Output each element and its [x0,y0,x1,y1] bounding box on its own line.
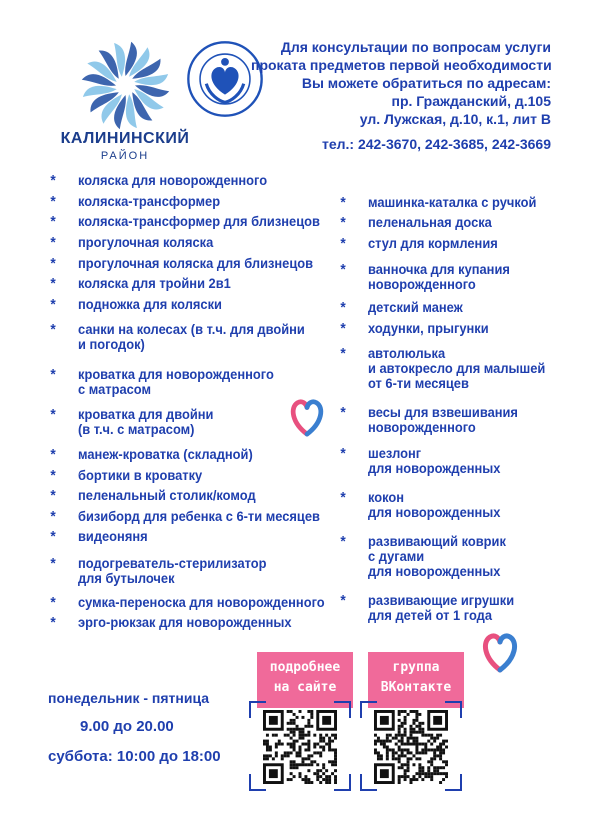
qr-frame [248,700,352,792]
left-list-item-text: бизиборд для ребенка с 6-ти месяцев [78,508,320,524]
left-list-item-text: для бутылочек [78,570,175,586]
left-list-item [50,446,253,463]
bullet-icon: * [340,194,346,211]
right-list-item-text: машинка-каталка с ручкой [368,194,537,210]
left-list-item [50,594,325,611]
right-list-item-text: детский манеж [368,299,463,315]
district-emblem-icon [78,38,173,133]
left-list-item-text: коляска для тройни 2в1 [78,275,231,291]
right-list-item [340,235,498,252]
address-line: ул. Лужская, д.10, к.1, лит В [359,111,551,127]
heart-icon [480,630,520,674]
right-list-item [340,345,546,391]
district-logo [50,38,200,163]
bullet-icon: * [340,320,346,337]
bullet-icon: * [50,213,56,230]
right-list-item [340,261,510,292]
left-list-item-text: прогулочная коляска [78,234,214,250]
right-list-item-text: от 6-ти месяцев [368,375,469,391]
right-list-item-text: новорожденного [368,276,476,292]
right-list-item-text: ванночка для купания [368,261,510,277]
left-list-item-text: манеж-кроватка (складной) [78,446,253,462]
right-list-item-text: развивающие игрушки [368,592,515,608]
right-list-item-text: для новорожденных [368,504,501,520]
phone-numbers: тел.: 242-3670, 242-3685, 242-3669 [321,136,551,152]
right-list-item-text: новорожденного [368,419,476,435]
right-list-item-text: для детей от 1 года [368,607,492,623]
right-list-item [340,404,518,435]
left-list-item [50,255,314,272]
left-list-item-text: коляска для новорожденного [78,172,268,188]
left-list-item-text: с матрасом [78,381,151,397]
left-list-item-text: эрго-рюкзак для новорожденных [78,614,292,630]
bullet-icon: * [340,445,346,462]
bullet-icon: * [50,467,56,484]
heart-icon [288,396,326,438]
bullet-icon: * [50,275,56,292]
left-list-item [50,296,222,313]
left-list-item [50,321,305,352]
left-list-item [50,487,256,504]
right-list-item-text: для новорожденных [368,563,501,579]
right-list-item [340,489,501,520]
left-list-item [50,193,221,210]
left-list-item-text: кроватка для двойни [78,406,214,422]
bullet-icon: * [50,555,56,572]
left-list-item-text: (в т.ч. с матрасом) [78,421,195,437]
bullet-icon: * [340,345,346,362]
right-list-item [340,194,537,211]
left-list-item-text: бортики в кроватку [78,467,203,483]
left-list-item-text: кроватка для новорожденного [78,366,274,382]
bullet-icon: * [50,528,56,545]
right-list-item [340,299,463,316]
contact-line: проката предметов первой необходимости [251,57,552,73]
left-list-item [50,172,268,189]
left-list-item-text: пеленальный столик/комод [78,487,256,503]
right-list-item [340,592,515,623]
left-list-item-text: санки на колесах (в т.ч. для двойни [78,321,305,337]
bullet-icon: * [340,592,346,609]
address-line: пр. Гражданский, д.105 [391,93,551,109]
bullet-icon: * [50,508,56,525]
schedule-weekday-hours: 9.00 до 20.00 [80,718,174,735]
bullet-icon: * [340,533,346,550]
right-list-item-text: развивающий коврик [368,533,506,549]
bullet-icon: * [340,299,346,316]
right-list-item-text: ходунки, прыгунки [368,320,489,336]
left-list-item-text: прогулочная коляска для близнецов [78,255,314,271]
contact-line: Вы можете обратиться по адресам: [301,75,551,91]
left-list-item-text: коляска-трансформер для близнецов [78,213,320,229]
website-link-label: подробнее [269,660,341,675]
bullet-icon: * [50,446,56,463]
bullet-icon: * [340,404,346,421]
left-list-item [50,275,231,292]
website-link-label: на сайте [273,680,337,695]
right-list-item-text: автолюлька [368,345,446,361]
left-list-item-text: подогреватель-стерилизатор [78,555,267,571]
right-list-item-text: шезлонг [368,445,422,461]
right-list-item-text: с дугами [368,548,425,564]
left-list-item-text: и погодок) [78,336,145,352]
left-list-item-text: подножка для коляски [78,296,222,312]
bullet-icon: * [50,366,56,383]
left-list-item [50,366,274,397]
bullet-icon: * [50,234,56,251]
right-list-item-text: для новорожденных [368,460,501,476]
bullet-icon: * [50,406,56,423]
qr-frame [359,700,463,792]
right-list-item-text: стул для кормления [368,235,498,251]
left-list-item [50,467,203,484]
right-list-item-text: весы для взвешивания [368,404,518,420]
district-subtitle: РАЙОН [100,150,150,162]
left-list-item-text: коляска-трансформер [78,193,221,209]
bullet-icon: * [50,172,56,189]
contact-info [251,38,551,128]
left-list-item [50,528,148,545]
right-list-item [340,533,506,579]
bullet-icon: * [50,321,56,338]
right-list-item-text: пеленальная доска [368,214,492,230]
left-list-item [50,508,320,525]
bullet-icon: * [50,487,56,504]
right-list-item-text: кокон [368,489,405,505]
right-list-item [340,445,501,476]
right-list-item [340,214,492,231]
bullet-icon: * [50,193,56,210]
schedule-saturday: суббота: 10:00 до 18:00 [48,748,221,765]
right-list-item-text: и автокресло для малышей [368,360,546,376]
bullet-icon: * [50,296,56,313]
bullet-icon: * [340,235,346,252]
district-name: КАЛИНИНСКИЙ [60,130,190,147]
vk-group-link-label: ВКонтакте [380,680,452,695]
left-list-item-text: видеоняня [78,528,148,544]
bullet-icon: * [340,261,346,278]
left-list-item-text: сумка-переноска для новорожденного [78,594,325,610]
left-list-item [50,555,267,586]
bullet-icon: * [340,489,346,506]
right-list-item [340,320,489,337]
vk-group-link-label: группа [392,660,440,675]
bullet-icon: * [50,614,56,631]
left-list-item [50,406,214,437]
bullet-icon: * [50,255,56,272]
left-list-item [50,234,214,251]
left-list-item [50,213,320,230]
bullet-icon: * [340,214,346,231]
schedule-weekdays: понедельник - пятница [48,690,210,706]
contact-line: Для консультации по вопросам услуги [280,39,551,55]
bullet-icon: * [50,594,56,611]
left-list-item [50,614,292,631]
